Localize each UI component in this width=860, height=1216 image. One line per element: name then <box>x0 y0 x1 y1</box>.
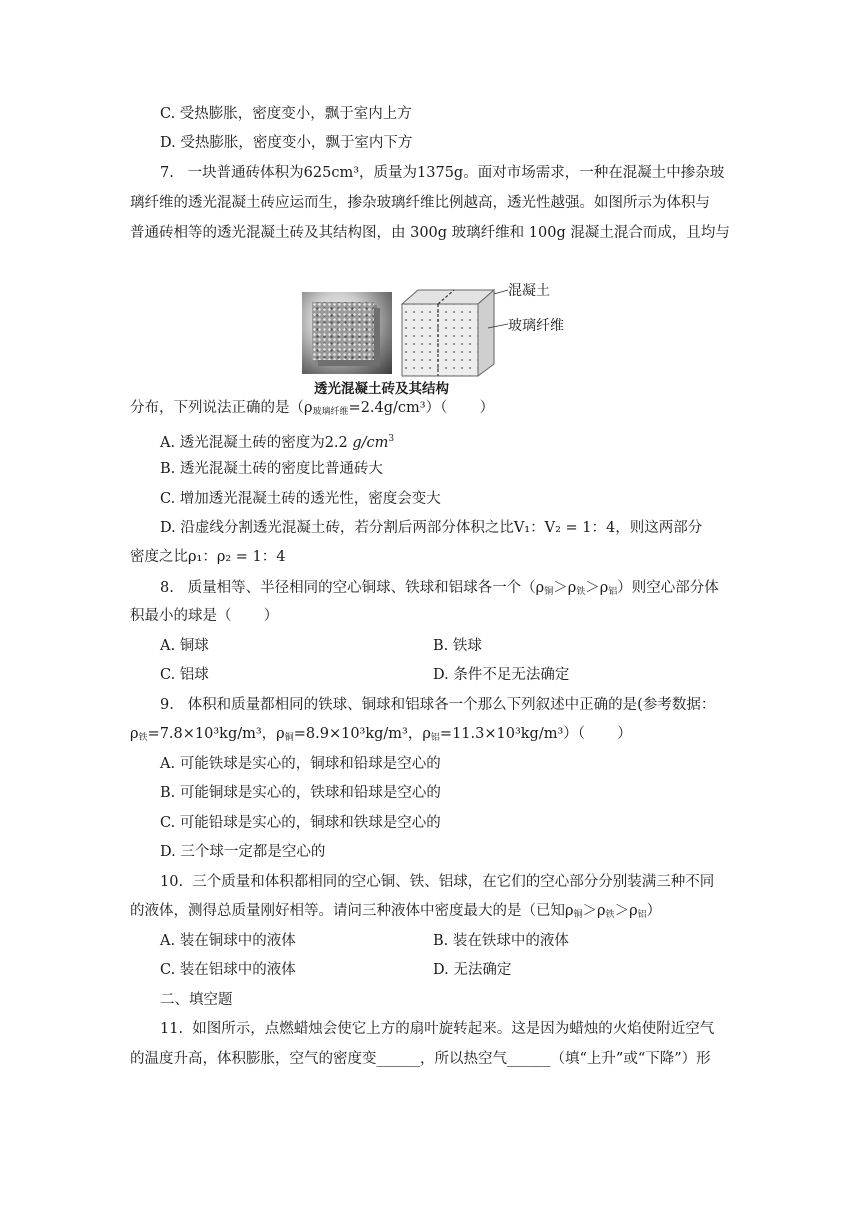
q9-stem-line-1: 9. 体积和质量都相同的铁球、铜球和铝球各一个那么下列叙述中正确的是(参考数据： <box>160 697 716 713</box>
q10-option-b: B. 装在铁球中的液体 <box>433 933 569 949</box>
q7-stem-line-4: 分布，下列说法正确的是$(\rho_{玻璃纤维}=2.4g/cm^3)$（ ） <box>130 400 495 417</box>
q7-stem-line-1: 7. 一块普通砖体积为625cm³，质量为1375g。面对市场需求，一种在混凝土中掺杂玻 <box>160 165 725 181</box>
q8-option-c: C. 铝球 <box>160 667 209 683</box>
q7-option-d-line-2: 密度之比ρ₁：ρ₂ = 1：4 <box>130 549 286 565</box>
q10-stem-line-2: 的液体，测得总质量刚好相等。请问三种液体中密度最大的是（已知$\rho_铜>\rho_铁>\rho_铝$） <box>130 903 662 920</box>
figure-caption: 透光混凝土砖及其结构 <box>314 381 449 397</box>
q9-option-b: B. 可能铜球是实心的，铁球和铅球是空心的 <box>160 785 441 801</box>
q10-stem-line-1: 10. 三个质量和体积都相同的空心铜、铁、铝球，在它们的空心部分分别装满三种不同 <box>160 874 715 890</box>
q8-option-d: D. 条件不足无法确定 <box>433 667 570 683</box>
q8-stem-line-1: 8. 质量相等、半径相同的空心铜球、铁球和铝球各一个$(\rho_铜>\rho_铁>\rho_铝)$则空心部分体 <box>160 580 719 597</box>
q9-option-c: C. 可能铅球是实心的，铜球和铁球是空心的 <box>160 815 441 831</box>
q6-option-c: C. 受热膨胀，密度变小，飘于室内上方 <box>160 106 412 122</box>
q7-stem-line-3: 普通砖相等的透光混凝土砖及其结构图，由 300g 玻璃纤维和 100g 混凝土混合而成，且均与 <box>130 225 730 241</box>
q10-option-a: A. 装在铜球中的液体 <box>160 933 296 949</box>
q9-option-d: D. 三个球一定都是空心的 <box>160 844 326 860</box>
q11-stem-line-1: 11. 如图所示，点燃蜡烛会使它上方的扇叶旋转起来。这是因为蜡烛的火焰使附近空气 <box>160 1021 715 1037</box>
q9-stem-line-2: $\rho_铁=7.8\times 10^3kg/m^3$，$\rho_铜=8.9\times 10^3kg/m^3$，$\rho_铝=11.3\times 10^3kg/m^3$）（ ） <box>130 726 632 743</box>
q11-stem-line-2: 的温度升高，体积膨胀，空气的密度变______，所以热空气______（填“上升”或“下降”）形 <box>130 1051 711 1067</box>
q8-option-a: A. 铜球 <box>160 638 209 654</box>
label-glass-fiber: 玻璃纤维 <box>508 318 564 334</box>
q6-option-d: D. 受热膨胀，密度变小，飘于室内下方 <box>160 135 413 151</box>
q10-option-d: D. 无法确定 <box>433 962 512 978</box>
q8-stem-line-2: 积最小的球是（ ） <box>130 608 279 624</box>
q7-stem-line-2: 璃纤维的透光混凝土砖应运而生，掺杂玻璃纤维比例越高，透光性越强。如图所示为体积与 <box>130 195 710 211</box>
q7-option-d-line-1: D. 沿虚线分割透光混凝土砖，若分割后两部分体积之比V₁：V₂ = 1：4，则这两部分 <box>160 520 703 536</box>
q7-option-c: C. 增加透光混凝土砖的透光性，密度会变大 <box>160 491 441 507</box>
label-concrete: 混凝土 <box>508 283 550 299</box>
q7-option-b: B. 透光混凝土砖的密度比普通砖大 <box>160 461 383 477</box>
q7-figure <box>298 276 568 398</box>
q8-option-b: B. 铁球 <box>433 638 482 654</box>
q9-option-a: A. 可能铁球是实心的，铜球和铅球是空心的 <box>160 756 441 772</box>
q7-option-a: A. 透光混凝土砖的密度为2.2 $g/cm^3$ <box>160 434 395 451</box>
section-heading-fill-in: 二、填空题 <box>160 992 233 1008</box>
q10-option-c: C. 装在铝球中的液体 <box>160 962 296 978</box>
